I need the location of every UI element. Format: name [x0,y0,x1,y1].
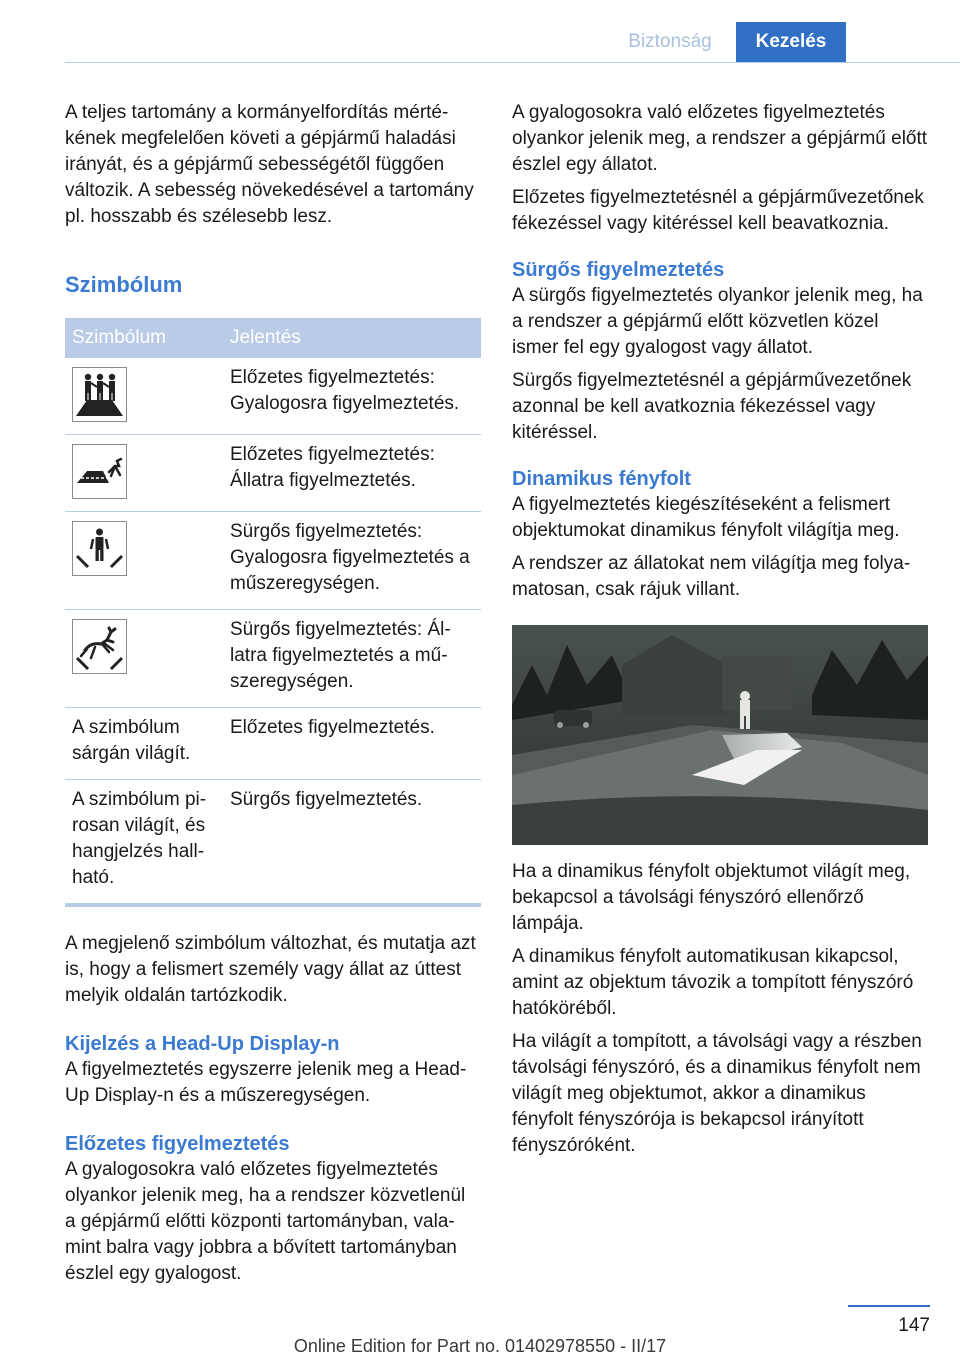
pedestrian-urgent-icon [72,521,127,576]
table-cell-meaning: Előzetes figyelmeztetés: Gyalogosra figyelmeztetés. [223,358,481,435]
table-row [65,780,481,906]
footer-divider [848,1305,930,1307]
heading-dinamikus-fenyfolt: Dinamikus fényfolt [512,468,691,490]
table-cell-symbol: A szimbólum pirosan világít, és hangjelzés hallható. [65,780,223,906]
page-number: 147 [898,1315,930,1336]
right-column [512,100,928,1159]
header-tab-kezeles[interactable]: Kezelés [736,22,846,62]
dynamic-paragraph-1: A figyelmeztetés kiegészítéseként a felismert objektumokat dinamikus fényfolt világítja meg. [512,494,900,541]
pre-warning-paragraph: A gyalogosokra való előzetes figyelmeztetés olyankor jelenik meg, ha a rendszer közvetlenül a gépjármű előtti központi tartományban, valamint balra vagy jobbra a bővített tartományban észlel egy gyalogost. [65,1159,466,1284]
pedestrians-road-icon [72,367,127,422]
header-divider [65,62,960,63]
left-column [65,100,481,1287]
table-row [65,512,481,610]
intro-paragraph: A teljes tartomány a kormányelfordítás mértékének megfelelően követi a gépjármű haladási irányát, és a gépjármű sebességétől függően változik. A sebesség növekedésével a tartomány pl. hosszabb és szélesebb lesz. [65,102,474,227]
header-tab-biztonsag[interactable]: Biztonság [628,31,712,52]
table-cell-meaning: Előzetes figyelmeztetés. [223,708,481,780]
urgent-paragraph-2: Sürgős figyelmeztetésnél a gépjárművezetőnek azonnal be kell avatkoznia fékezéssel vagy kitéréssel. [512,370,912,443]
dynamic-paragraph-2: A rendszer az állatokat nem világítja meg folyamatosan, csak rájuk villant. [512,553,911,600]
table-cell-meaning: Sürgős figyelmeztetés: Gyalogosra figyelmeztetés a műszeregységen. [223,512,481,610]
after-table-paragraph: A megjelenő szimbólum változhat, és mutatja azt is, hogy a felismert személy vagy állat az úttest melyik oldalán tartózkodik. [65,933,476,1006]
right-paragraph-1: A gyalogosokra való előzetes figyelmeztetés olyankor jelenik meg, a rendszer a gépjármű előtt észlel egy állatot. [512,102,928,175]
urgent-paragraph-1: A sürgős figyelmeztetés olyankor jelenik meg, ha a rendszer a gépjármű előtt közvetlen közel ismer fel egy gyalogost vagy állatot. [512,285,923,358]
table-cell-symbol: A szimbólum sárgán világít. [65,708,223,780]
table-row [65,708,481,780]
after-photo-paragraph-1: Ha a dinamikus fényfolt objektumot világít meg, bekapcsol a távolsági fényszóró ellenőrző lámpája. [512,861,911,934]
section-title-szimbolum: Szimbólum [65,272,183,297]
right-paragraph-2: Előzetes figyelmeztetésnél a gépjárművezetőnek fékezéssel vagy kitéréssel kell beavatkoznia. [512,187,924,234]
table-cell-meaning: Előzetes figyelmeztetés: Állatra figyelmeztetés. [223,435,481,512]
table-row [65,358,481,435]
table-cell-meaning: Sürgős figyelmeztetés. [223,780,481,906]
after-photo-paragraph-3: Ha világít a tompított, a távolsági vagy a részben távolsági fényszóró, és a dinamikus fényfolt nem világít meg objektumot, akkor a dinamikus fényfolt fényszórója is bekapcsol irányított fényszóróként. [512,1031,922,1156]
hud-paragraph: A figyelmeztetés egyszerre jelenik meg a Head-Up Display-n és a műszeregységen. [65,1059,467,1106]
dynamic-spotlight-photo [512,625,928,845]
night-road-illustration [512,625,928,845]
heading-elozetes-figyelmeztetes: Előzetes figyelmeztetés [65,1133,290,1155]
table-row [65,435,481,512]
table-header-meaning: Jelentés [223,318,481,358]
table-row [65,610,481,708]
deer-urgent-icon [72,619,127,674]
table-cell-meaning: Sürgős figyelmeztetés: Állatra figyelmeztetés a műszeregységen. [223,610,481,708]
heading-surgos-figyelmeztetes: Sürgős figyelmeztetés [512,259,725,281]
footer-edition-text: Online Edition for Part no. 01402978550 - II/17 [293,1336,667,1356]
symbol-table [65,318,481,907]
animal-road-icon [72,444,127,499]
after-photo-paragraph-2: A dinamikus fényfolt automatikusan kikapcsol, amint az objektum távozik a tompított fényszóró hatóköréből. [512,946,914,1019]
table-header-symbol: Szimbólum [65,318,223,358]
heading-head-up-display: Kijelzés a Head-Up Display-n [65,1033,340,1055]
